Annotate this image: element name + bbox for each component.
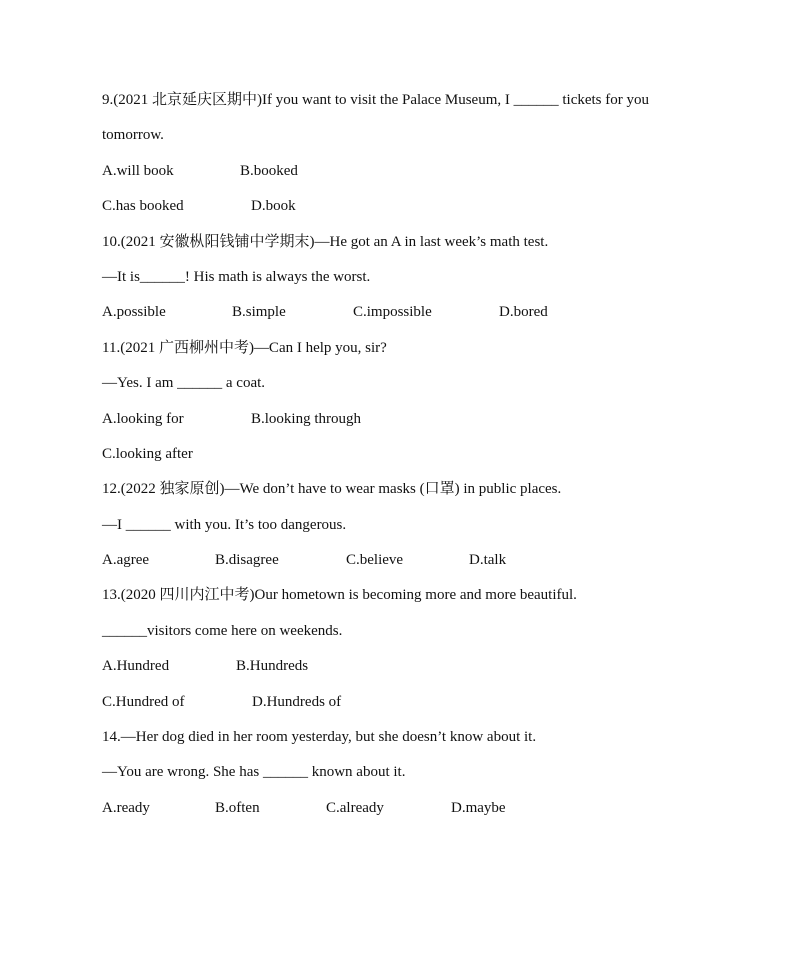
option-a: A.looking for bbox=[102, 410, 184, 427]
question-9-stem: 9.(2021 北京延庆区期中)If you want to visit the Palace Museum, I ______ tickets for you bbox=[102, 92, 650, 108]
option-d: D.book bbox=[251, 198, 296, 215]
question-9-stem-continued: tomorrow. bbox=[102, 127, 164, 144]
option-a: A.Hundred bbox=[102, 658, 170, 675]
question-14-stem-continued: —You are wrong. She has ______ known about it. bbox=[102, 764, 406, 781]
question-13-options-row-2 bbox=[102, 690, 742, 725]
option-a: A.will book bbox=[102, 162, 174, 179]
question-9-options-row-1 bbox=[102, 159, 742, 194]
option-c: C.Hundred of bbox=[102, 693, 185, 710]
question-10-options-row-1 bbox=[102, 300, 742, 335]
question-11-stem-continued: —Yes. I am ______ a coat. bbox=[102, 375, 266, 392]
question-11-options-row-1 bbox=[102, 407, 742, 442]
option-a: A.agree bbox=[102, 552, 150, 569]
question-13-stem-continued: ______visitors come here on weekends. bbox=[102, 622, 343, 639]
option-c: C.believe bbox=[346, 552, 404, 569]
question-13-stem: 13.(2020 四川内江中考)Our hometown is becoming more and more beautiful. bbox=[102, 587, 577, 604]
question-11-options-row-2 bbox=[102, 442, 742, 477]
question-13-options-row-1 bbox=[102, 654, 742, 689]
option-c: C.has booked bbox=[102, 198, 184, 215]
option-b: B.booked bbox=[240, 162, 298, 179]
option-a: A.ready bbox=[102, 799, 150, 816]
question-10-stem: 10.(2021 安徽枞阳钱铺中学期末)—He got an A in last week’s math test. bbox=[102, 233, 549, 250]
option-d: D.Hundreds of bbox=[252, 693, 342, 710]
question-14-stem: 14.—Her dog died in her room yesterday, but she doesn’t know about it. bbox=[102, 729, 537, 746]
question-11-stem: 11.(2021 广西柳州中考)—Can I help you, sir? bbox=[102, 339, 387, 356]
question-9-options-row-2 bbox=[102, 194, 742, 229]
option-c: C.impossible bbox=[353, 304, 432, 321]
option-b: B.Hundreds bbox=[236, 658, 309, 675]
question-10-stem-continued: —It is______! His math is always the worst. bbox=[102, 268, 371, 285]
exam-page bbox=[102, 88, 742, 831]
option-c: C.looking after bbox=[102, 445, 193, 462]
option-d: D.maybe bbox=[451, 799, 506, 816]
question-12-stem-continued: —I ______ with you. It’s too dangerous. bbox=[102, 516, 347, 533]
question-14-options-row-1 bbox=[102, 796, 742, 831]
option-b: B.looking through bbox=[251, 410, 362, 427]
option-b: B.often bbox=[215, 799, 260, 816]
question-12-stem: 12.(2022 独家原创)—We don’t have to wear masks (口罩) in public places. bbox=[102, 481, 562, 498]
option-b: B.simple bbox=[232, 304, 286, 321]
option-d: D.talk bbox=[469, 552, 507, 569]
option-a: A.possible bbox=[102, 304, 166, 321]
option-d: D.bored bbox=[499, 304, 548, 321]
question-12-options-row-1 bbox=[102, 548, 742, 583]
option-b: B.disagree bbox=[215, 552, 279, 569]
option-c: C.already bbox=[326, 799, 384, 816]
